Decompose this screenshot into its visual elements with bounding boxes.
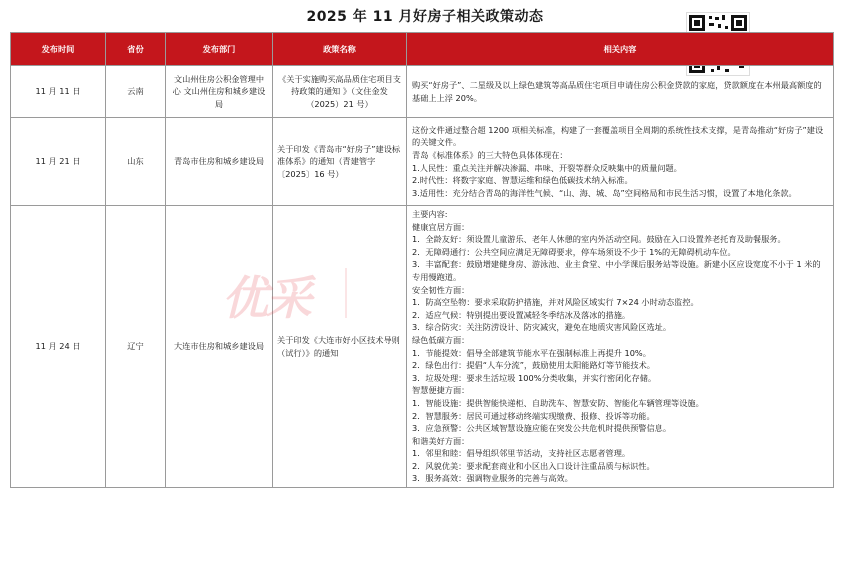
row-policy-name: 关于印发《青岛市“好房子”建设标准体系》的通知（青建管字〔2025〕16 号） [273, 118, 407, 206]
row-content [407, 118, 834, 206]
content-line: 2．适应气候：特别提出要设置减轻冬季结冰及落冰的措施。 [412, 309, 631, 320]
content-line: 绿色低碳方面： [412, 334, 470, 345]
table-row [11, 206, 834, 488]
content-line: 主要内容: [412, 209, 448, 219]
header-policy-name: 政策名称 [273, 33, 407, 66]
content-line: 2.时代性：将数字家庭、智慧运维和绿色低碳技术纳入标准。 [412, 175, 633, 186]
row-department: 青岛市住房和城乡建设局 [166, 118, 273, 206]
row-department: 大连市住房和城乡建设局 [166, 206, 273, 488]
content-line: 1．防高空坠物：要求采取防护措施，并对风险区域实行 7×24 小时动态监控。 [412, 297, 699, 308]
row-policy-name: 关于印发《大连市好小区技术导则（试行）》的通知 [273, 206, 407, 488]
watermark-divider [345, 268, 347, 318]
content-line: 3．综合防灾：关注防涝设计、防灾减灾，避免在地质灾害风险区选址。 [412, 322, 672, 333]
row-province: 山东 [106, 118, 166, 206]
content-line: 安全韧性方面： [412, 284, 470, 295]
table-header-row [11, 33, 834, 66]
row-date: 11 月 24 日 [11, 206, 106, 488]
content-line: 1．邻里和睦：倡导组织邻里节活动，支持社区志愿者管理。 [412, 448, 631, 459]
content-line: 2．智慧服务：居民可通过移动终端实现缴费、报修、投诉等功能。 [412, 410, 655, 421]
row-content [407, 206, 834, 488]
row-content [407, 66, 834, 118]
row-policy-name: 《关于实施购买高品质住宅项目支持政策的通知 》（文住金发（2025）21 号） [273, 66, 407, 118]
row-province: 辽宁 [106, 206, 166, 488]
content-line: 1．节能提效：倡导全部建筑节能水平在强制标准上再提升 10%。 [412, 347, 651, 358]
header-department: 发布部门 [166, 33, 273, 66]
content-line: 2．绿色出行：提倡“人车分流”，鼓励使用太阳能路灯等节能技术。 [412, 360, 655, 371]
content-line: 3．服务高效：强调物业服务的完善与高效。 [412, 473, 573, 484]
content-line: 3.适用性：充分结合青岛的海洋性气候、“山、海、城、岛”空间格局和市民生活习惯，设置了本地化条款。 [412, 187, 797, 198]
header-date: 发布时间 [11, 33, 106, 66]
table-row [11, 118, 834, 206]
content-line: 3．丰富配套：鼓励增建健身房、游泳池、业主食堂、中小学课后服务站等设施。新建小区应设宽度不小于 1 米的专用慢跑道。 [412, 259, 821, 282]
content-line: 3．应急预警：公共区域智慧设施应能在突发公共危机时提供预警信息。 [412, 423, 672, 434]
content-line: 和谐美好方面： [412, 435, 470, 446]
row-date: 11 月 21 日 [11, 118, 106, 206]
row-department: 文山州住房公积金管理中心 文山州住房和城乡建设局 [166, 66, 273, 118]
table-row [11, 66, 834, 118]
row-province: 云南 [106, 66, 166, 118]
policy-table [10, 32, 834, 488]
content-line: 2．风貌优美：要求配套商业和小区出入口设计注重品质与标识性。 [412, 460, 655, 471]
watermark-logo: 优采 [222, 271, 310, 325]
row-date: 11 月 11 日 [11, 66, 106, 118]
content-line: 这份文件通过整合超 1200 项相关标准，构建了一套覆盖项目全周期的系统性技术支撑，是青岛推动“好房子”建设的关键文件。 [412, 124, 824, 148]
page-title: 2025 年 11 月好房子相关政策动态 [306, 9, 544, 25]
content-line: 健康宜居方面： [412, 221, 470, 232]
content-line: 2．无障碍通行：公共空间应满足无障碍要求，停车场须设不少于 1%的无障碍机动车位。 [412, 246, 736, 257]
header-province: 省份 [106, 33, 166, 66]
content-line: 1．全龄友好：须设置儿童游乐、老年人休憩的室内外活动空间。鼓励在入口设置养老托育及助餐服务。 [412, 234, 786, 245]
content-line: 购买“好房子”、二星级及以上绿色建筑等高品质住宅项目申请住房公积金贷款的家庭，贷款额度在本州最高额度的基础上上浮 20%。 [412, 79, 822, 103]
content-line: 青岛《标准体系》的三大特色具体体现在： [412, 149, 568, 160]
content-line: 智慧便捷方面： [412, 385, 470, 396]
content-line: 3．垃圾处理：要求生活垃圾 100%分类收集，并实行密闭化存储。 [412, 372, 657, 383]
content-line: 1．智能设施：提供智能快递柜、自助洗车、智慧安防、智能化车辆管理等设施。 [412, 397, 704, 408]
header-content: 相关内容 [407, 33, 834, 66]
content-line: 1.人民性：重点关注并解决渗漏、串味、开裂等群众反映集中的质量问题。 [412, 162, 682, 173]
